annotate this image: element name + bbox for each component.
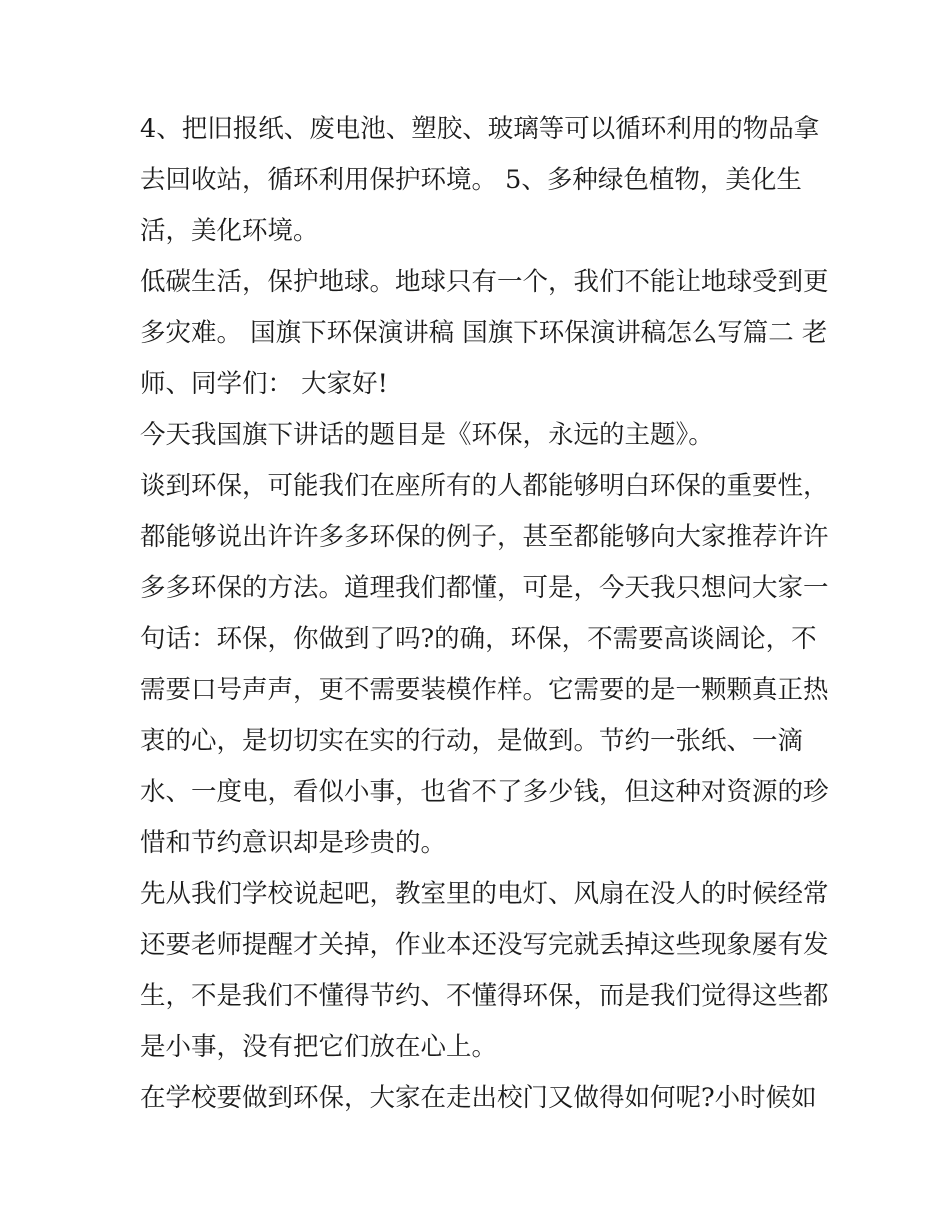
- text-line: 多多环保的方法。道理我们都懂，可是，今天我只想问大家一: [140, 573, 829, 603]
- text-line: 水、一度电，看似小事，也省不了多少钱，但这种对资源的珍: [140, 777, 829, 807]
- text-line: 生，不是我们不懂得节约、不懂得环保，而是我们觉得这些都: [140, 981, 829, 1011]
- text-line: 都能够说出许许多多环保的例子，甚至都能够向大家推荐许许: [140, 522, 829, 552]
- paragraph-environmental-action: [140, 461, 829, 869]
- text-line: 先从我们学校说起吧，教室里的电灯、风扇在没人的时候经常: [140, 879, 829, 909]
- document-body: [140, 104, 829, 1124]
- text-line: 活，美化环境。: [140, 216, 319, 246]
- text-line: 是小事，没有把它们放在心上。: [140, 1032, 498, 1062]
- text-line: 惜和节约意识却是珍贵的。: [140, 828, 447, 858]
- paragraph-low-carbon: [140, 257, 829, 410]
- paragraph-recycling-tips: [140, 104, 820, 257]
- text-line: 需要口号声声，更不需要装模作样。它需要的是一颗颗真正热: [140, 675, 829, 705]
- text-line: 师、同学们： 大家好!: [140, 369, 388, 399]
- paragraph-speech-topic: [140, 410, 820, 461]
- text-line: 在学校要做到环保，大家在走出校门又做得如何呢?小时候如: [140, 1083, 817, 1113]
- text-line: 去回收站，循环利用保护环境。 5、多种绿色植物，美化生: [140, 165, 802, 195]
- paragraph-school-habits: [140, 869, 829, 1073]
- text-line: 衷的心，是切切实在实的行动，是做到。节约一张纸、一滴: [140, 726, 804, 756]
- paragraph-outside-school: [140, 1073, 820, 1124]
- text-line: 4、把旧报纸、废电池、塑胶、玻璃等可以循环利用的物品拿: [140, 114, 820, 144]
- text-line: 多灾难。 国旗下环保演讲稿 国旗下环保演讲稿怎么写篇二 老: [140, 318, 828, 348]
- text-line: 句话：环保，你做到了吗?的确，环保，不需要高谈阔论，不: [140, 624, 817, 654]
- text-line: 还要老师提醒才关掉，作业本还没写完就丢掉这些现象屡有发: [140, 930, 829, 960]
- text-line: 今天我国旗下讲话的题目是《环保，永远的主题》。: [140, 420, 714, 450]
- text-line: 谈到环保，可能我们在座所有的人都能够明白环保的重要性，: [140, 471, 829, 501]
- text-line: 低碳生活，保护地球。地球只有一个，我们不能让地球受到更: [140, 267, 829, 297]
